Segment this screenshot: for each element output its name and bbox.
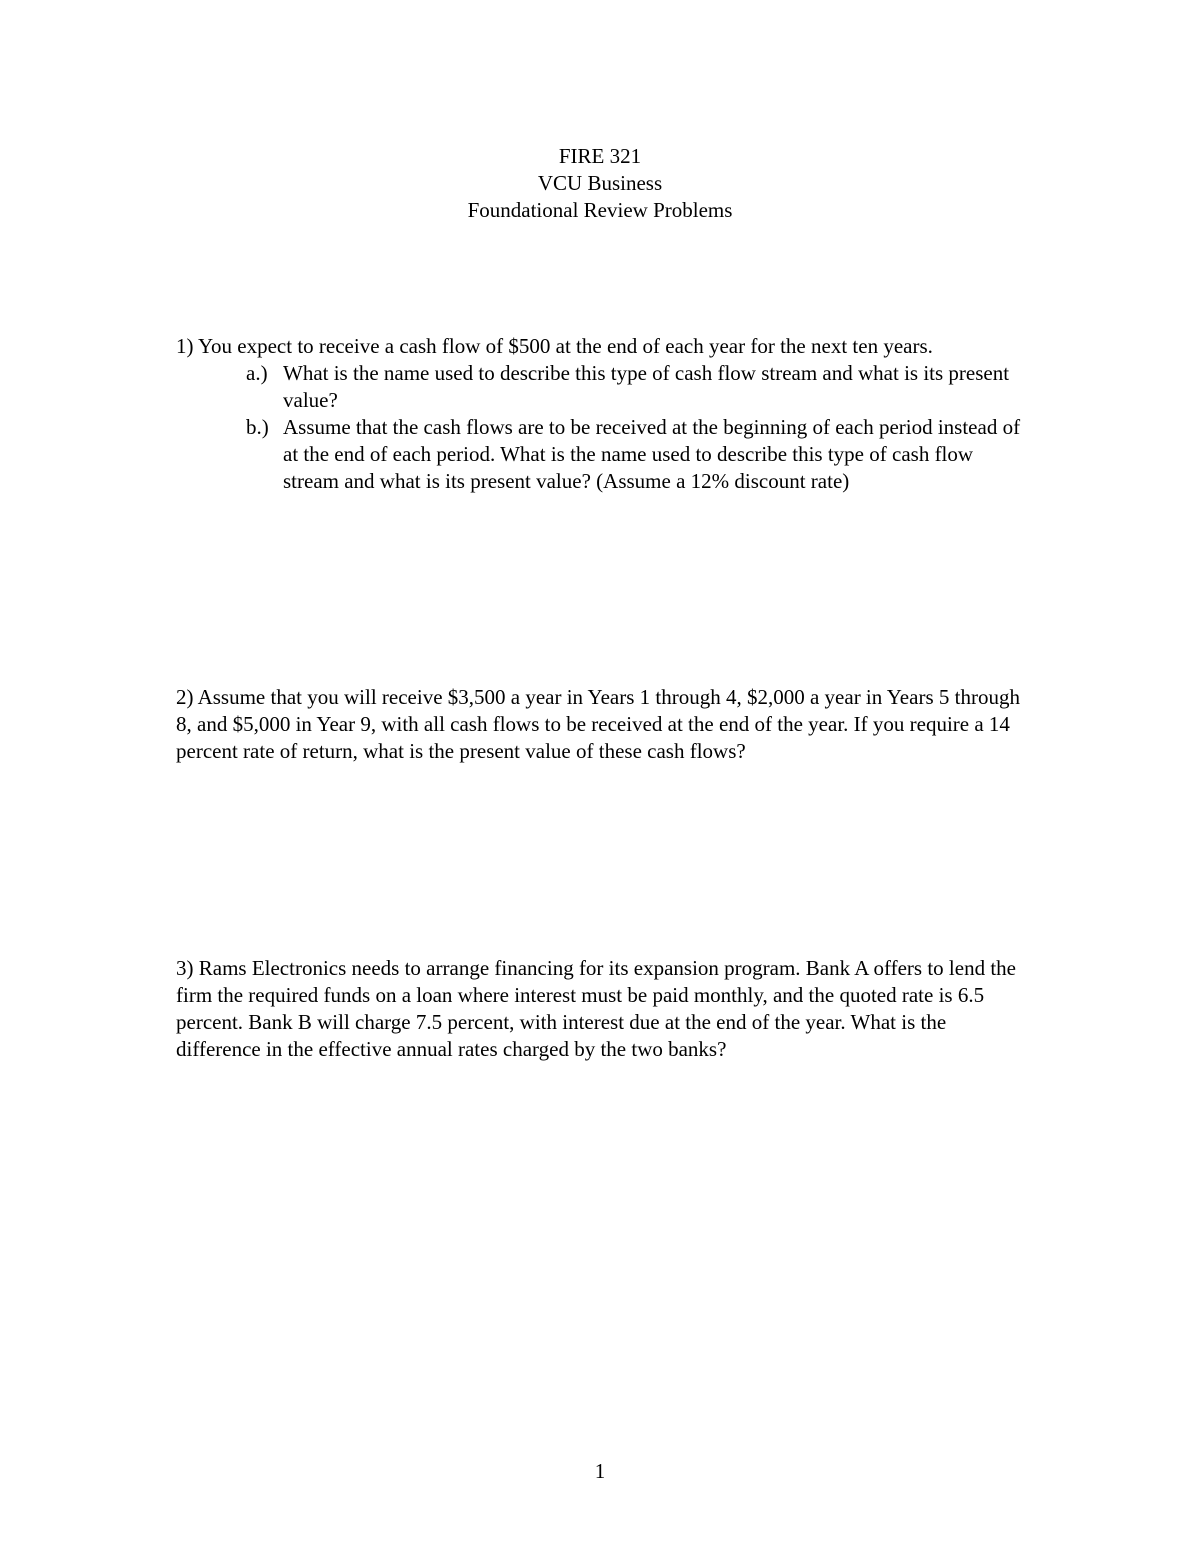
problem-1-subitems [176, 360, 1028, 495]
subitem-marker: b.) [246, 415, 269, 439]
problem-1-subitem-b [176, 414, 1028, 495]
page-number: 1 [594, 1459, 606, 1483]
problem-3 [176, 955, 1028, 1063]
problem-3-text: 3) Rams Electronics needs to arrange financing for its expansion program. Bank A offers to lend the firm the required funds on a loan where interest must be paid monthly, and the quoted rate is 6.5 percent. Bank B will charge 7.5 percent, with interest due at the end of the year. What is the difference in the effective annual rates charged by the two banks? [176, 956, 1016, 1061]
problem-1-text: 1) You expect to receive a cash flow of $500 at the end of each year for the next ten years. [176, 334, 933, 358]
subitem-text: Assume that the cash flows are to be received at the beginning of each period instead of at the end of each period. What is the name used to describe this type of cash flow stream and what is its present value? (Assume a 12% discount rate) [283, 415, 1021, 493]
subitem-marker: a.) [246, 361, 268, 385]
document-header [0, 143, 1200, 224]
problem-2-text: 2) Assume that you will receive $3,500 a year in Years 1 through 4, $2,000 a year in Years 5 through 8, and $5,000 in Year 9, with all cash flows to be received at the end of the year. If you require a 14 percent rate of return, what is the present value of these cash flows? [176, 685, 1020, 763]
document-title: Foundational Review Problems [467, 198, 733, 222]
school-name: VCU Business [537, 171, 663, 195]
course-code: FIRE 321 [558, 144, 642, 168]
problem-2 [176, 684, 1028, 765]
problem-1-subitem-a [176, 360, 1028, 414]
problem-1 [176, 333, 1028, 495]
subitem-text: What is the name used to describe this type of cash flow stream and what is its present value? [283, 361, 1010, 412]
